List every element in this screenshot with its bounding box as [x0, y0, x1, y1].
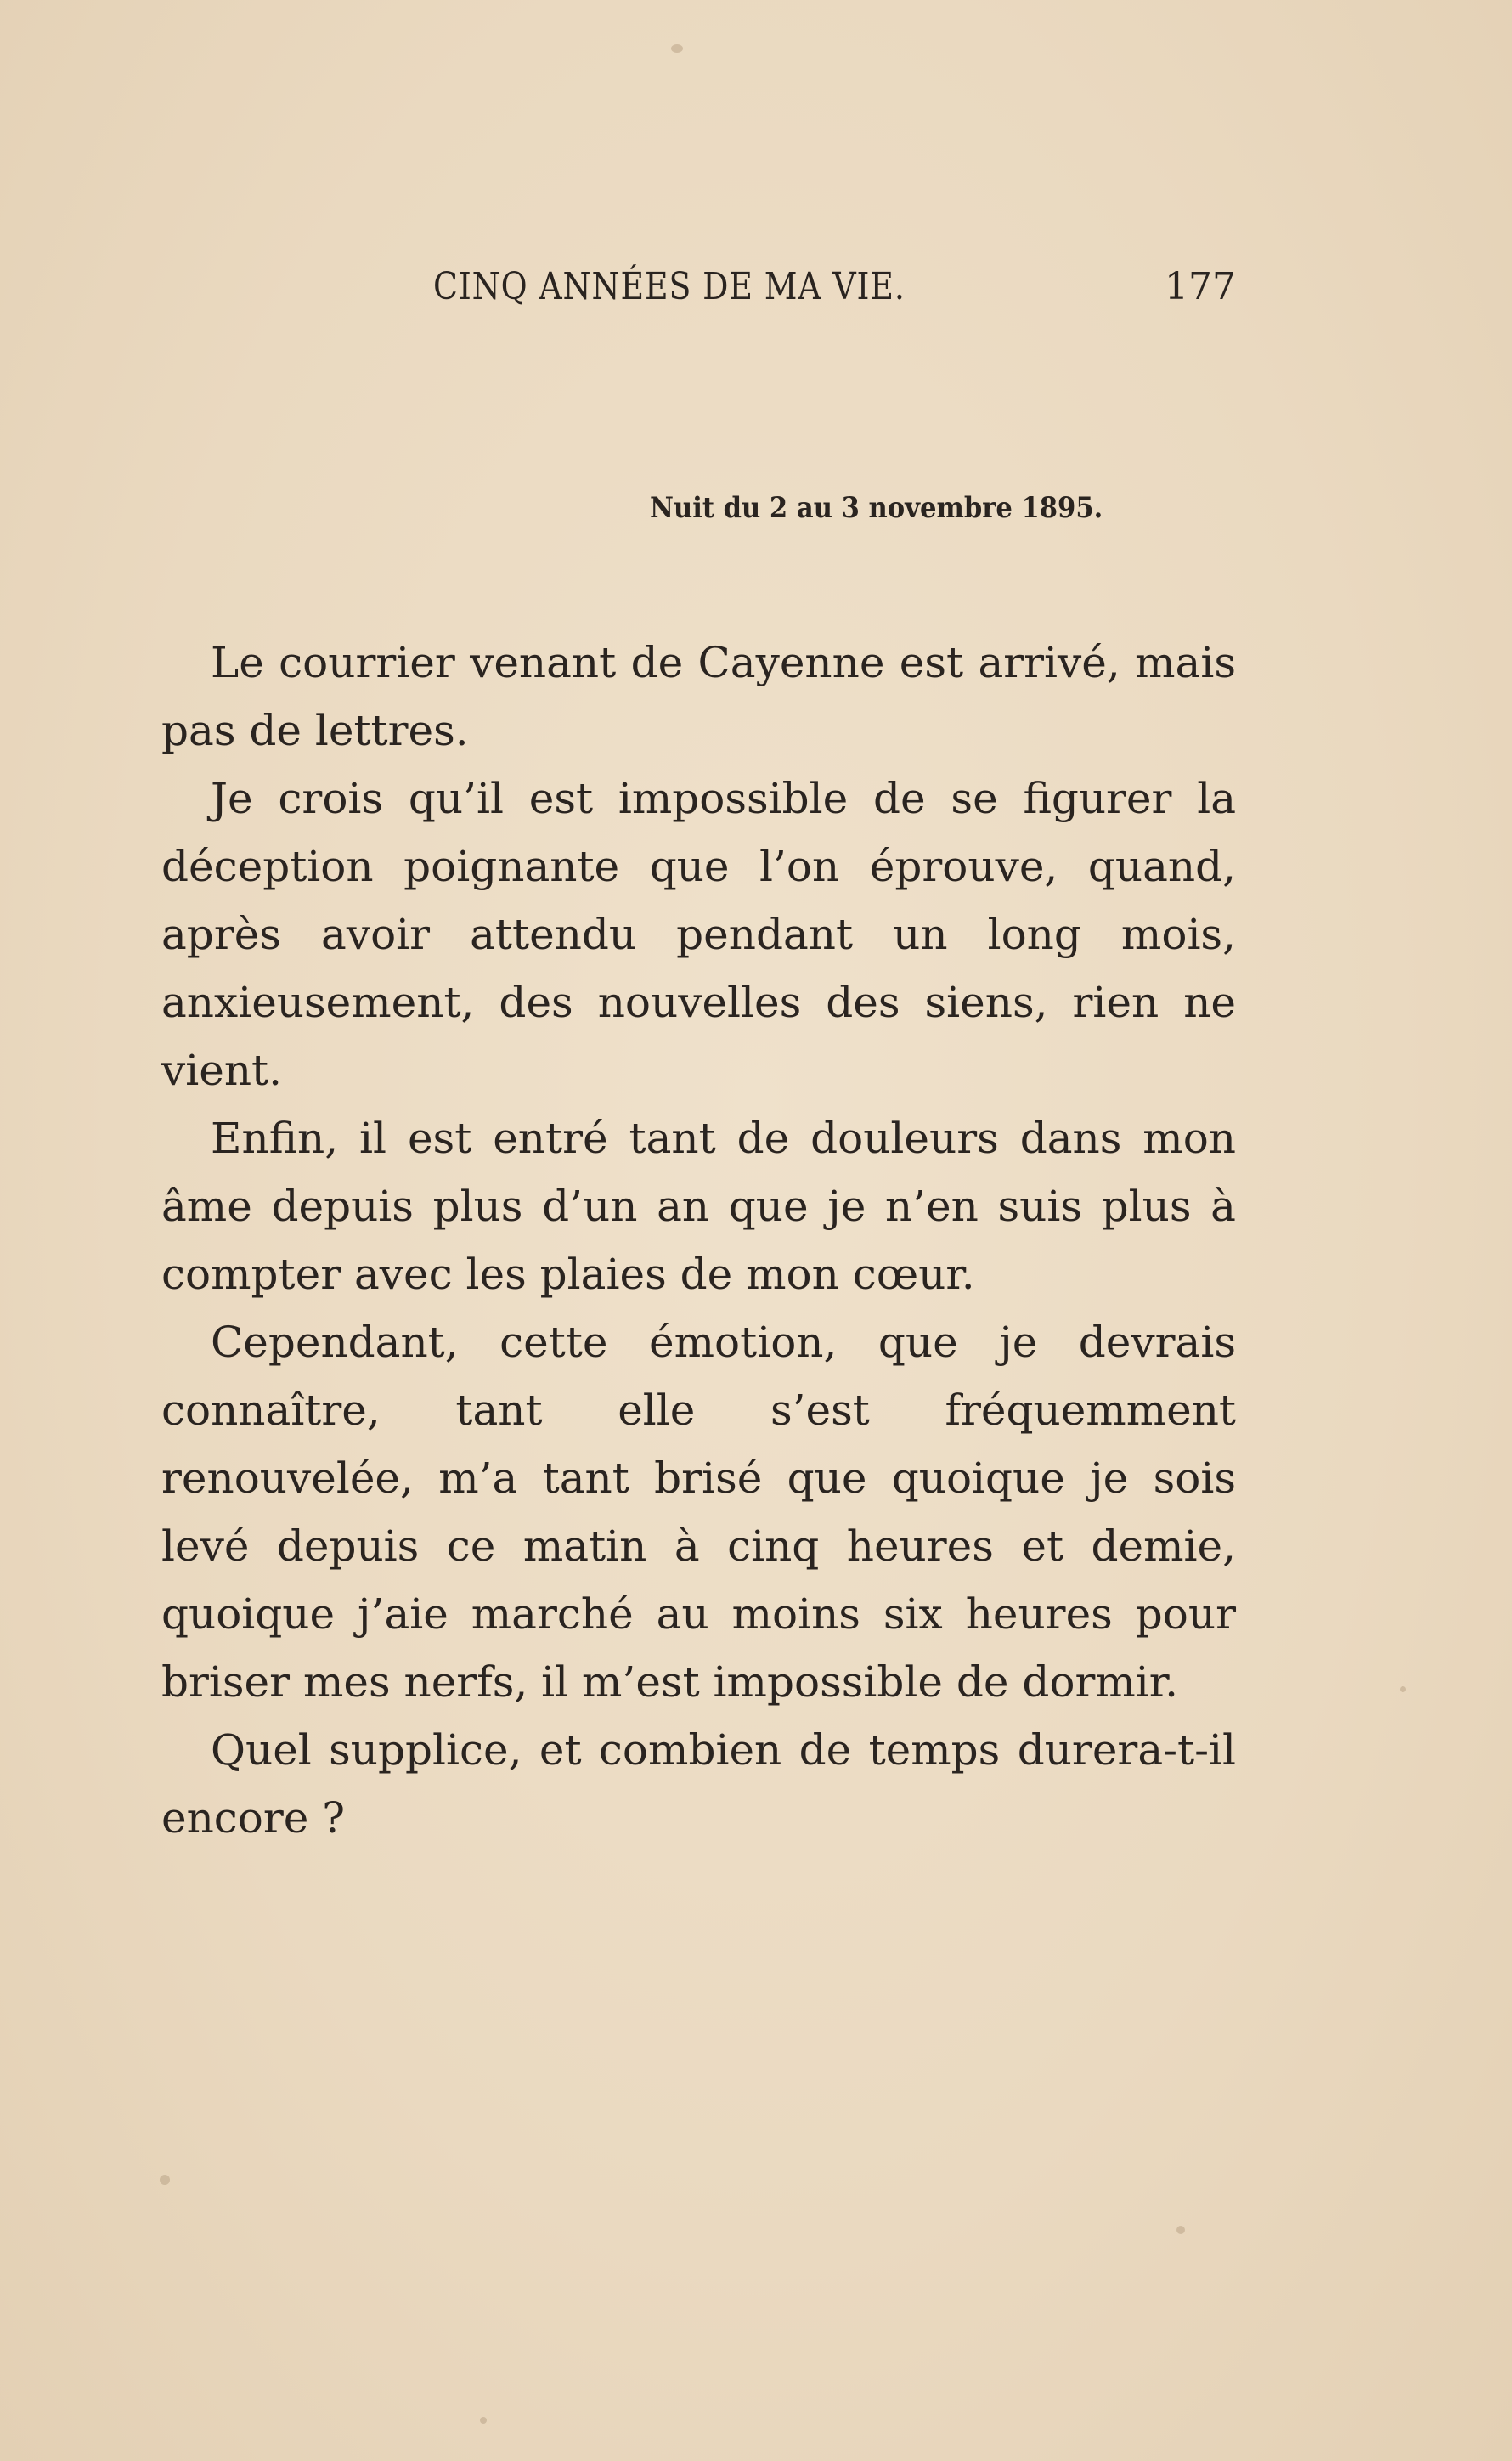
paragraph: Quel supplice, et combien de temps durera-t-il encore ? [161, 1725, 1236, 1843]
paragraph: Le courrier venant de Cayenne est arrivé, mais pas de lettres. [161, 638, 1236, 755]
running-title: CINQ ANNÉES DE MA VIE. [433, 265, 906, 308]
dateline: Nuit du 2 au 3 novembre 1895. [650, 491, 1103, 525]
paper-speck [1176, 2226, 1185, 2234]
body-text [161, 629, 1236, 1852]
paper-speck [160, 2175, 170, 2185]
running-head [425, 265, 1236, 316]
paper-speck [480, 2417, 487, 2424]
paragraph: Enfin, il est entré tant de douleurs dans mon âme depuis plus d’un an que je n’en suis plus à compter avec les plaies de mon cœur. [161, 1114, 1236, 1299]
paragraph: Cependant, cette émotion, que je devrais connaître, tant elle s’est fréquemment renouvelée, m’a tant brisé que quoique je sois levé depuis ce matin à cinq heures et demie, quoique j’aie marché au moins six heures pour briser mes nerfs, il m’est impossible de dormir. [161, 1318, 1236, 1707]
page-number: 177 [1165, 265, 1236, 308]
paragraph: Je crois qu’il est impossible de se figurer la déception poignante que l’on éprouve, quand, après avoir attendu pendant un long mois, anxieusement, des nouvelles des siens, rien ne vient. [161, 774, 1236, 1095]
paper-speck [1400, 1686, 1406, 1692]
paper-speck [671, 44, 683, 53]
